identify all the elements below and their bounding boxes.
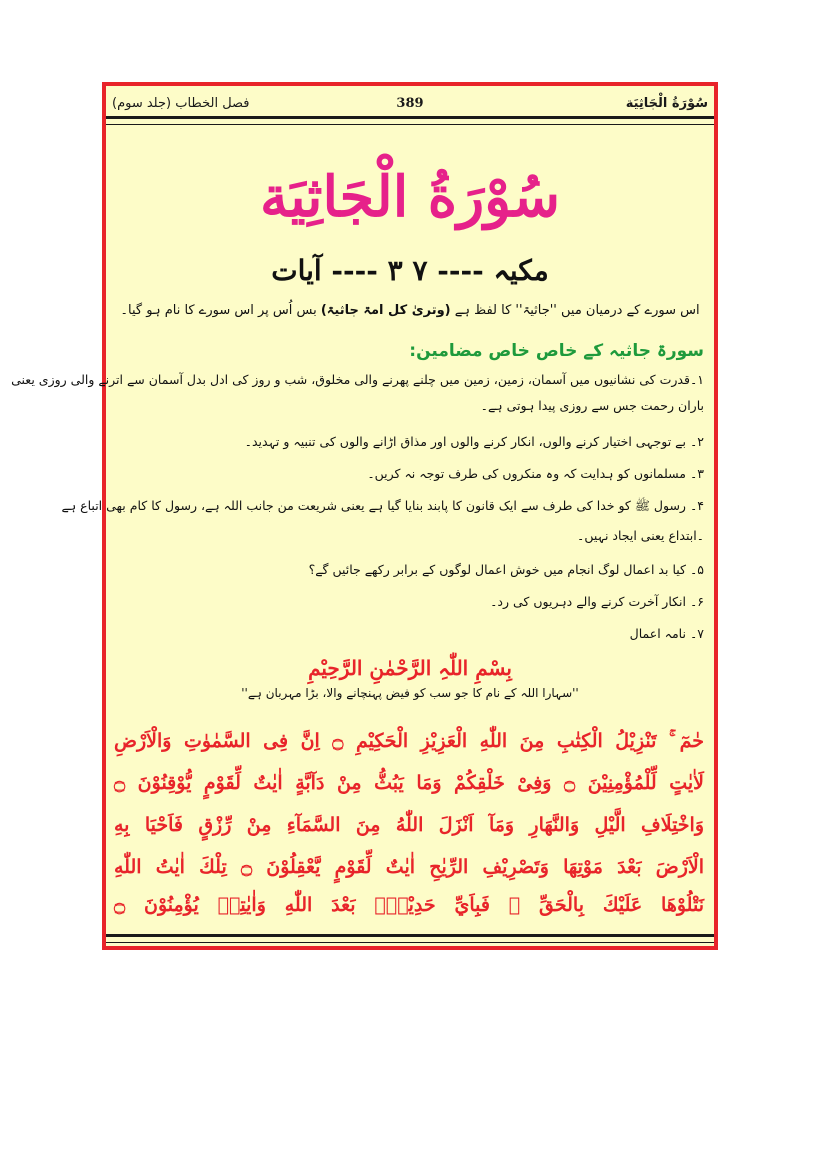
topic-line: ۴۔ رسول ﷺ کو خدا کی طرف سے ایک قانون کا پابند بنایا گیا ہے یعنی شریعت من جانب اللہ ہے، رسول کا کام بھی اتباع ہے	[61, 498, 704, 513]
intro-paragraph	[120, 303, 700, 318]
ayah-line: وَاخْتِلَافِ الَّيْلِ وَالنَّهَارِ وَمَآ اَنْزَلَ اللّٰهُ مِنَ السَّمَآءِ مِنْ رِّزْقٍ فَاَحْيَا بِهِ	[114, 814, 704, 836]
topic-line: ۔ابتداع یعنی ایجاد نہیں۔	[577, 528, 704, 543]
header-surah-name: سُوْرَةُ الْجَاثِيَة	[625, 96, 708, 111]
topics-heading: سورۃ جاثیہ کے خاص خاص مضامین:	[409, 341, 704, 361]
topic-line: ۳۔ مسلمانوں کو ہدایت کہ وہ منکروں کی طرف توجہ نہ کریں۔	[367, 466, 704, 481]
surah-title: سُوْرَةُ الْجَاثِيَة	[259, 164, 561, 230]
topic-line: ۲۔ بے توجہی اختیار کرنے والوں، انکار کرنے والوں اور مذاق اڑانے والوں کی تنبیہ و تہدید۔	[244, 434, 704, 449]
topic-line: ۱۔قدرت کی نشانیوں میں آسمان، زمین، زمین میں چلنے پھرنے والی مخلوق، شب و روز کی ادل بدل آسمان سے اترنے والی روزی یعنی	[11, 372, 704, 387]
intro-quote: (وتریٰ کل امۃ جاثیۃ)	[320, 303, 451, 318]
ayah-line: نَتْلُوْهَا عَلَيْكَ بِالْحَقِّ ۚ فَبِاَيِّ حَدِيْثٍۢ بَعْدَ اللّٰهِ وَاٰيٰتِهٖ يُؤْمِنُوْنَ ۝	[114, 894, 704, 916]
ayah-line: حٰمٓ ۚ تَنْزِيْلُ الْكِتٰبِ مِنَ اللّٰهِ الْعَزِيْزِ الْحَكِيْمِ ۝ اِنَّ فِى السَّمٰوٰتِ وَالْاَرْضِ	[114, 730, 704, 752]
surah-subtitle: مکیہ ---- ۷ ۳ ---- آیات	[271, 254, 549, 287]
bismillah-translation: ''سہارا اللہ کے نام کا جو سب کو فیض پہنچانے والا، بڑا مہربان ہے''	[241, 686, 579, 700]
ayah-line: الْاَرْضَ بَعْدَ مَوْتِهَا وَتَصْرِيْفِ الرِّيٰحِ اٰيٰتٌ لِّقَوْمٍ يَّعْقِلُوْنَ ۝ تِلْكَ اٰيٰتُ اللّٰهِ	[114, 856, 704, 878]
topic-line: ۶۔ انکار آخرت کرنے والے دہریوں کی رد۔	[490, 594, 704, 609]
page-frame	[11, 82, 718, 950]
topic-line: ۷۔ نامہ اعمال	[629, 626, 704, 641]
ayah-line: لَاٰيٰتٍ لِّلْمُؤْمِنِيْنَ ۝ وَفِىْ خَلْقِكُمْ وَمَا يَبُثُّ مِنْ دَآبَّةٍ اٰيٰتٌ لِّقَوْمٍ يُّوْقِنُوْنَ ۝	[114, 772, 705, 794]
topic-line: باران رحمت جس سے روزی پیدا ہوتی ہے۔	[480, 398, 704, 413]
topic-line: ۵۔ کیا بد اعمال لوگ انجام میں خوش اعمال لوگوں کے برابر رکھے جائیں گے؟	[308, 562, 704, 577]
bismillah: بِسْمِ اللّٰہِ الرَّحْمٰنِ الرَّحِیْمِ	[308, 656, 512, 680]
running-header	[106, 92, 714, 118]
intro-after: بس اُس پر اس سورے کا نام ہو گیا۔	[120, 303, 317, 318]
header-divider	[106, 116, 714, 125]
header-book-title: فصل الخطاب (جلد سوم)	[112, 96, 250, 111]
intro-before: اس سورے کے درمیان میں ''جاثیۃ'' کا لفظ ہے	[454, 303, 700, 318]
footer-divider	[106, 934, 714, 943]
page-number: 389	[396, 96, 424, 111]
